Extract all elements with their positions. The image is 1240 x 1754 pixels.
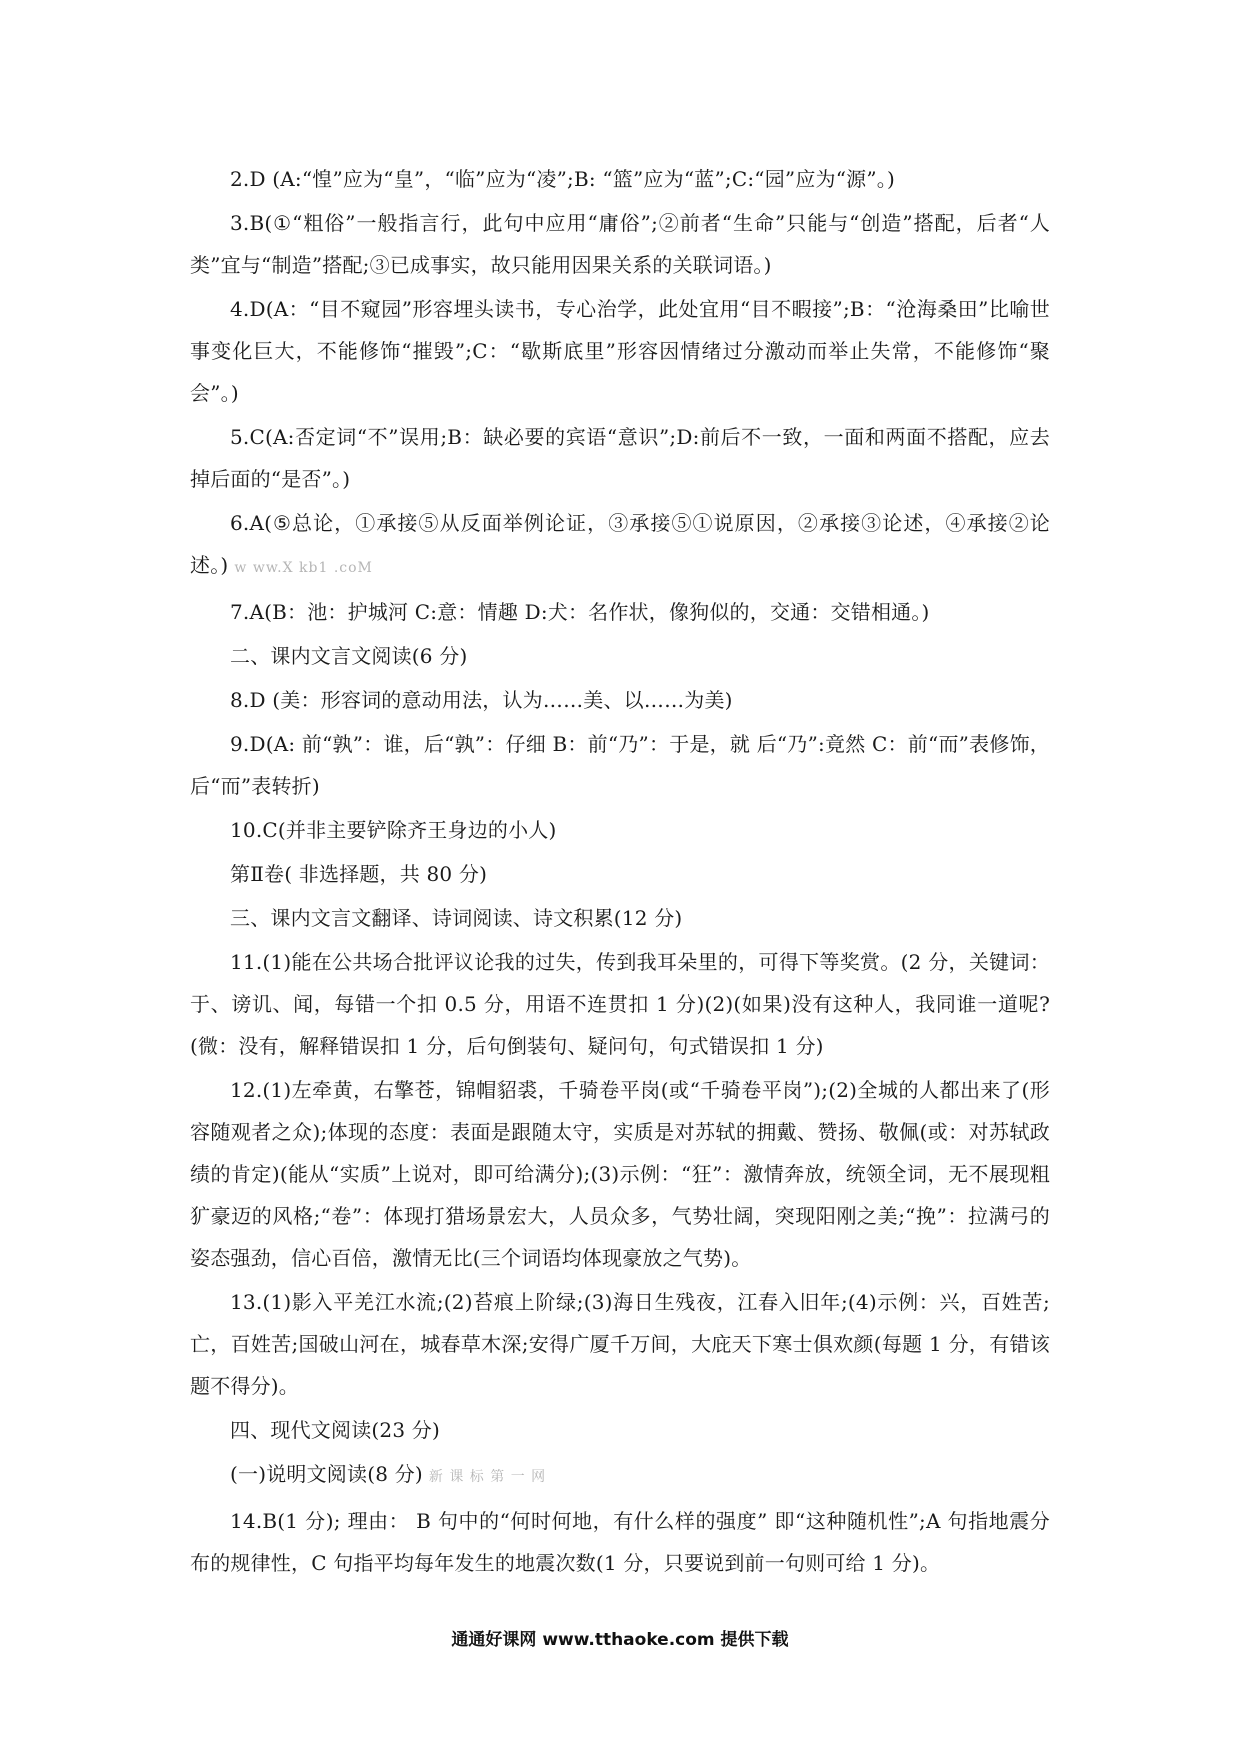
answer-q8: 8.D (美：形容词的意动用法，认为……美、以……为美) [230, 688, 733, 712]
answer-q12: 12.(1)左牵黄，右擎苍，锦帽貂裘，千骑卷平岗(或“千骑卷平岗”);(2)全城的人都出来了(形容随观者之众);体现的态度：表面是跟随太守，实质是对苏轼的拥戴、赞扬、敬佩(或：对苏轼政绩的肯定)(能从“实质”上说对，即可给满分);(3)示例：“狂”：激情奔放，统领全词，无不展现粗犷豪迈的风格;“卷”：体现打猎场景宏大，人员众多，气势壮阔，突现阳刚之美;“挽”：拉满弓的姿态强劲，信心百倍，激情无比(三个词语均体现豪放之气势)。 [190, 1078, 1050, 1270]
page-footer: 通通好课网 www.tthaoke.com 提供下载 [451, 1630, 789, 1650]
answer-q11: 11.(1)能在公共场合批评议论我的过失，传到我耳朵里的，可得下等奖赏。(2 分，关键词：于、谤讥、闻，每错一个扣 0.5 分，用语不连贯扣 1 分)(2)(如果)没有这种人，我同谁一道呢?(微：没有，解释错误扣 1 分，后句倒装句、疑问句，句式错误扣 1 分) [190, 950, 1050, 1058]
answer-q6 [190, 502, 1050, 589]
answer-q5: 5.C(A:否定词“不”误用;B：缺必要的宾语“意识”;D:前后不一致，一面和两面不搭配，应去掉后面的“是否”。) [190, 425, 1050, 491]
section-heading-3: 三、课内文言文翻译、诗词阅读、诗文积累(12 分) [230, 906, 683, 930]
answer-q3: 3.B(①“粗俗”一般指言行，此句中应用“庸俗”;②前者“生命”只能与“创造”搭配，后者“人类”宜与“制造”搭配;③已成事实，故只能用因果关系的关联词语。) [190, 211, 1050, 277]
answer-q4: 4.D(A：“目不窥园”形容埋头读书，专心治学，此处宜用“目不暇接”;B：“沧海桑田”比喻世事变化巨大，不能修饰“摧毁”;C：“歇斯底里”形容因情绪过分激动而举止失常，不能修饰“聚会”。) [190, 297, 1050, 405]
answer-q6-text: 6.A(⑤总论，①承接⑤从反面举例论证，③承接⑤①说原因，②承接③论述，④承接②论述。) [190, 511, 1050, 577]
answer-q14: 14.B(1 分); 理由： B 句中的“何时何地，有什么样的强度” 即“这种随机性”;A 句指地震分布的规律性，C 句指平均每年发生的地震次数(1 分，只要说到前一句则可给 1 分)。 [190, 1509, 1050, 1575]
section-heading-4: 四、现代文阅读(23 分) [230, 1418, 441, 1442]
subsection-heading-1-text: (一)说明文阅读(8 分) [230, 1462, 423, 1486]
answer-q2: 2.D (A:“惶”应为“皇”，“临”应为“凌”;B: “篮”应为“蓝”;C:“园”应为“源”。) [230, 167, 895, 191]
section-heading-2: 二、课内文言文阅读(6 分) [230, 644, 468, 668]
watermark-text: w ww.X kb1 .coM [234, 560, 373, 576]
watermark-text-2: 新 课 标 第 一 网 [428, 1469, 547, 1485]
answer-q10: 10.C(并非主要铲除齐王身边的小人) [230, 818, 557, 842]
answer-q9: 9.D(A: 前“孰”：谁，后“孰”：仔细 B：前“乃”：于是，就 后“乃”:竟然 C：前“而”表修饰，后“而”表转折) [190, 732, 1050, 798]
answer-key-content [190, 158, 1050, 1586]
answer-q13: 13.(1)影入平羌江水流;(2)苔痕上阶绿;(3)海日生残夜，江春入旧年;(4)示例：兴，百姓苦;亡，百姓苦;国破山河在，城春草木深;安得广厦千万间，大庇天下寒士俱欢颜(每题 1 分，有错该题不得分)。 [190, 1290, 1050, 1398]
answer-q7: 7.A(B：池：护城河 C:意：情趣 D:犬：名作状，像狗似的，交通：交错相通。) [230, 600, 930, 624]
subsection-heading-1 [190, 1453, 1050, 1498]
volume-heading-2: 第Ⅱ卷( 非选择题，共 80 分) [230, 862, 488, 886]
